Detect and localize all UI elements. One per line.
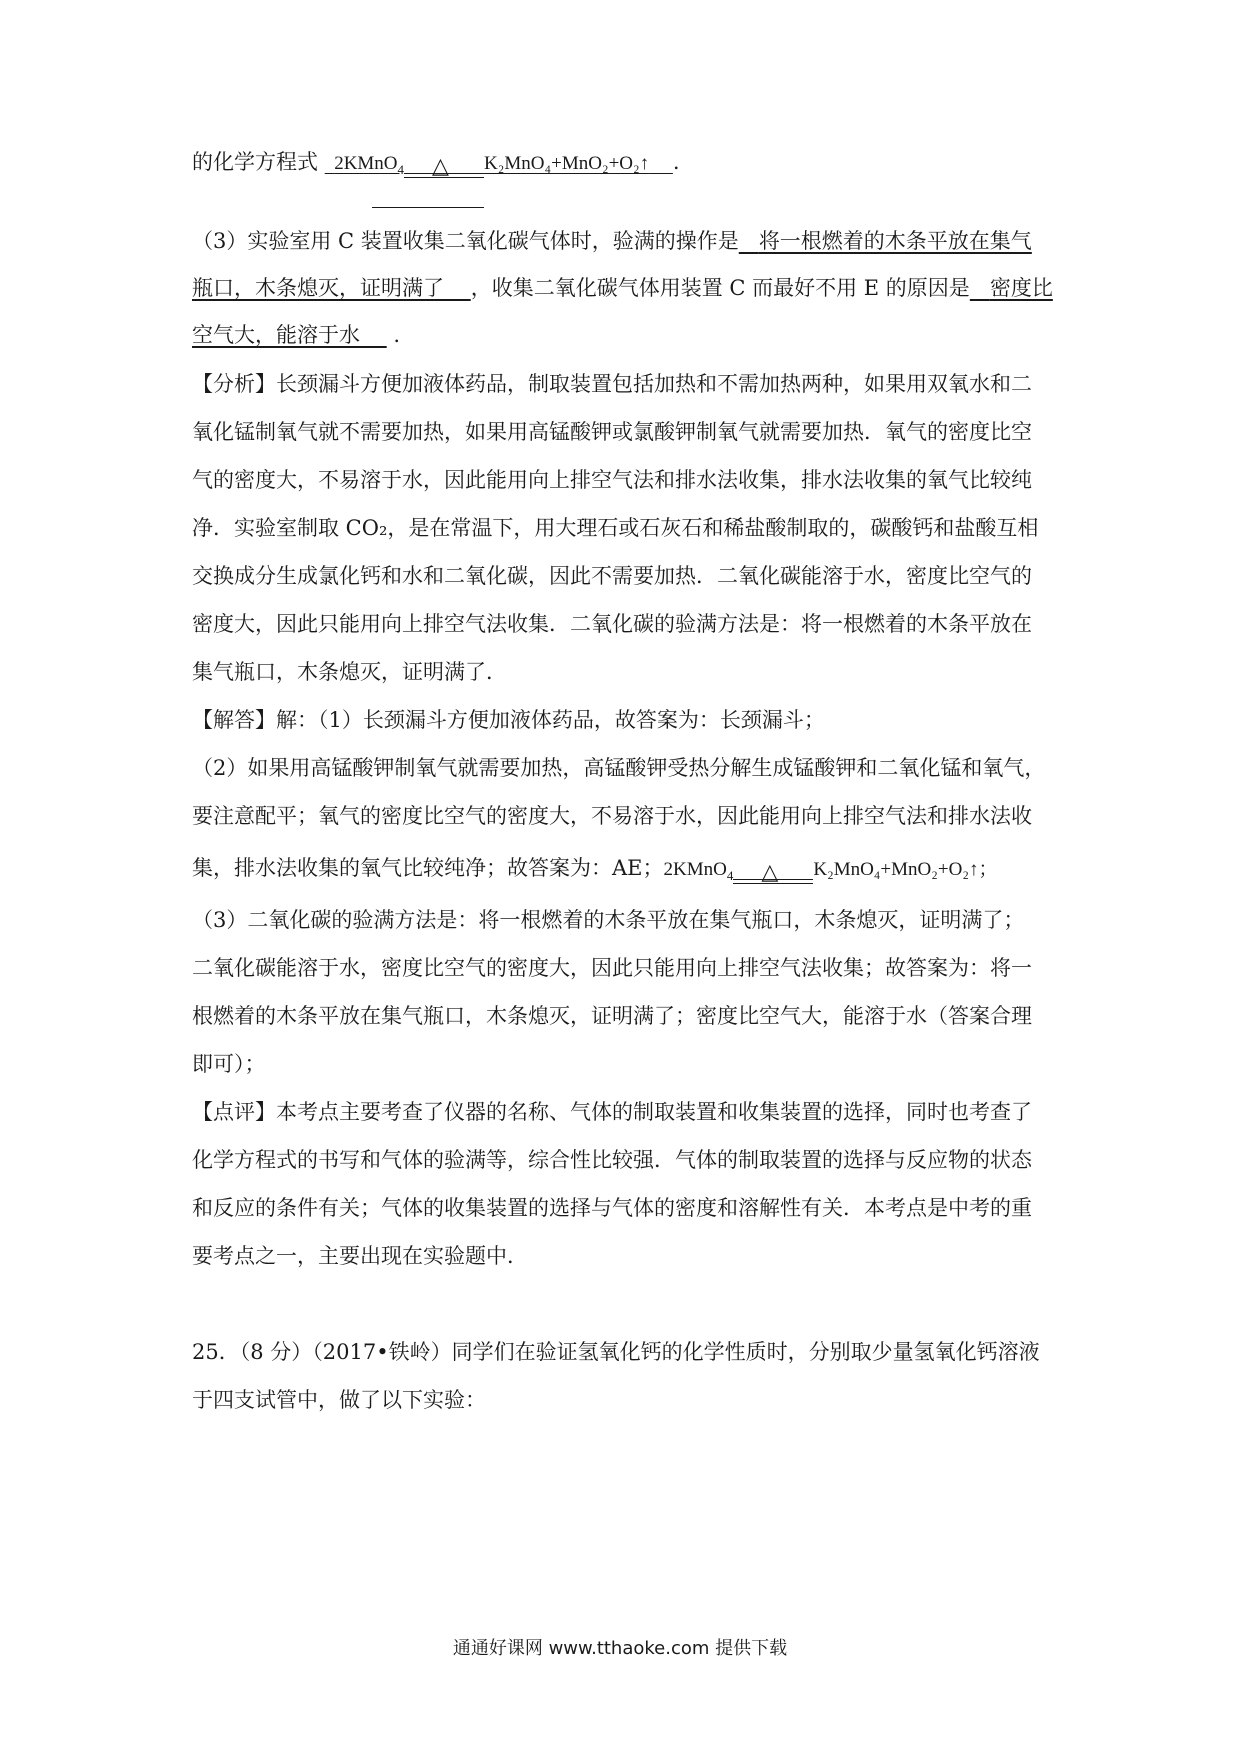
analysis-line-1: 【分析】长颈漏斗方便加液体药品，制取装置包括加热和不需加热两种，如果用双氧水和二 <box>192 372 1032 396</box>
equation-answer <box>325 152 673 178</box>
question-25-line-1: 25．（8 分）（2017•铁岭）同学们在验证氢氧化钙的化学性质时，分别取少量氢氧化钙溶液 <box>192 1340 1040 1364</box>
text-line-2 <box>192 226 1072 256</box>
answer-blank-1-text: 将一根燃着的木条平放在集气 <box>758 229 1032 253</box>
equation-line-1 <box>192 147 1072 185</box>
comment-line-1: 【点评】本考点主要考查了仪器的名称、气体的制取装置和收集装置的选择，同时也考查了 <box>192 1100 1032 1124</box>
heat-arrow <box>404 152 484 185</box>
solution-line-7: 根燃着的木条平放在集气瓶口，木条熄灭，证明满了；密度比空气大，能溶于水（答案合理 <box>192 1004 1032 1028</box>
equation-products: K₂MnO₄+MnO₂+O₂↑ <box>484 153 650 174</box>
footer-source: 通通好课网 www.tthaoke.com 提供下载 <box>452 1638 788 1659</box>
solution-line-5: （3）二氧化碳的验满方法是：将一根燃着的木条平放在集气瓶口，木条熄灭，证明满了； <box>192 908 1025 932</box>
solution-line-6: 二氧化碳能溶于水，密度比空气的密度大，因此只能用向上排空气法收集；故答案为：将一 <box>192 956 1032 980</box>
comment-line-2: 化学方程式的书写和气体的验满等，综合性比较强．气体的制取装置的选择与反应物的状态 <box>192 1148 1032 1172</box>
answer-blank-2-cont-text: 空气大，能溶于水 <box>192 323 360 347</box>
answer-blank-1-cont-text: 瓶口，木条熄灭，证明满了 <box>192 276 444 300</box>
solution-equation-products: K₂MnO₄+MnO₂+O₂↑； <box>813 859 998 880</box>
solution-line-2: （2）如果用高锰酸钾制氧气就需要加热，高锰酸钾受热分解生成锰酸钾和二氧化锰和氧气， <box>192 756 1046 780</box>
solution-equation-reactant-subscript: 4 <box>726 867 734 883</box>
answer-blank-2-cont <box>192 323 387 347</box>
equation-reactant: 2KMnO <box>334 153 398 174</box>
solution-equation-reactant: 2KMnO <box>663 859 727 880</box>
answer-blank-2 <box>970 276 1053 300</box>
line-end: . <box>393 323 401 347</box>
equation-end: . <box>672 150 680 174</box>
text-line-4 <box>192 320 1072 350</box>
question-3-middle: ，收集二氧化碳气体用装置 C 而最好不用 E 的原因是 <box>470 276 970 300</box>
answer-blank-1-cont <box>192 276 471 300</box>
answer-blank-2-text: 密度比 <box>989 276 1053 300</box>
solution-line-1: 【解答】解：（1）长颈漏斗方便加液体药品，故答案为：长颈漏斗； <box>192 708 825 732</box>
analysis-line-7: 集气瓶口，木条熄灭，证明满了． <box>192 660 507 684</box>
analysis-line-3: 气的密度大，不易溶于水，因此能用向上排空气法和排水法收集，排水法收集的氧气比较纯 <box>192 468 1032 492</box>
solution-equation-line <box>192 853 1072 891</box>
heat-symbol: △ <box>432 152 449 178</box>
comment-line-4: 要考点之一，主要出现在实验题中． <box>192 1244 528 1268</box>
text-line-3 <box>192 273 1072 303</box>
analysis-line-2: 氧化锰制氧气就不需要加热，如果用高锰酸钾或氯酸钾制氧气就需要加热．氧气的密度比空 <box>192 420 1032 444</box>
question-25-line-2: 于四支试管中，做了以下实验： <box>192 1388 486 1412</box>
solution-heat-symbol: △ <box>761 858 779 884</box>
equation-underline-stub <box>372 207 484 208</box>
equation-prefix: 的化学方程式 <box>192 150 318 174</box>
analysis-line-5: 交换成分生成氯化钙和水和二氧化碳，因此不需要加热．二氧化碳能溶于水，密度比空气的 <box>192 564 1032 588</box>
answer-blank-1 <box>739 229 1032 253</box>
equation-reactant-subscript: 4 <box>397 161 405 177</box>
question-3-prompt: （3）实验室用 C 装置收集二氧化碳气体时，验满的操作是 <box>192 229 739 253</box>
comment-line-3: 和反应的条件有关；气体的收集装置的选择与气体的密度和溶解性有关．本考点是中考的重 <box>192 1196 1032 1220</box>
solution-line-3: 要注意配平；氧气的密度比空气的密度大，不易溶于水，因此能用向上排空气法和排水法收 <box>192 804 1032 828</box>
solution-equation-prefix: 集，排水法收集的氧气比较纯净；故答案为：AE； <box>192 856 664 880</box>
analysis-line-6: 密度大，因此只能用向上排空气法收集．二氧化碳的验满方法是：将一根燃着的木条平放在 <box>192 612 1032 636</box>
analysis-line-4: 净．实验室制取 CO₂，是在常温下，用大理石或石灰石和稀盐酸制取的，碳酸钙和盐酸互相 <box>192 516 1039 540</box>
solution-line-8: 即可）； <box>192 1052 266 1076</box>
solution-heat-arrow <box>733 858 813 891</box>
